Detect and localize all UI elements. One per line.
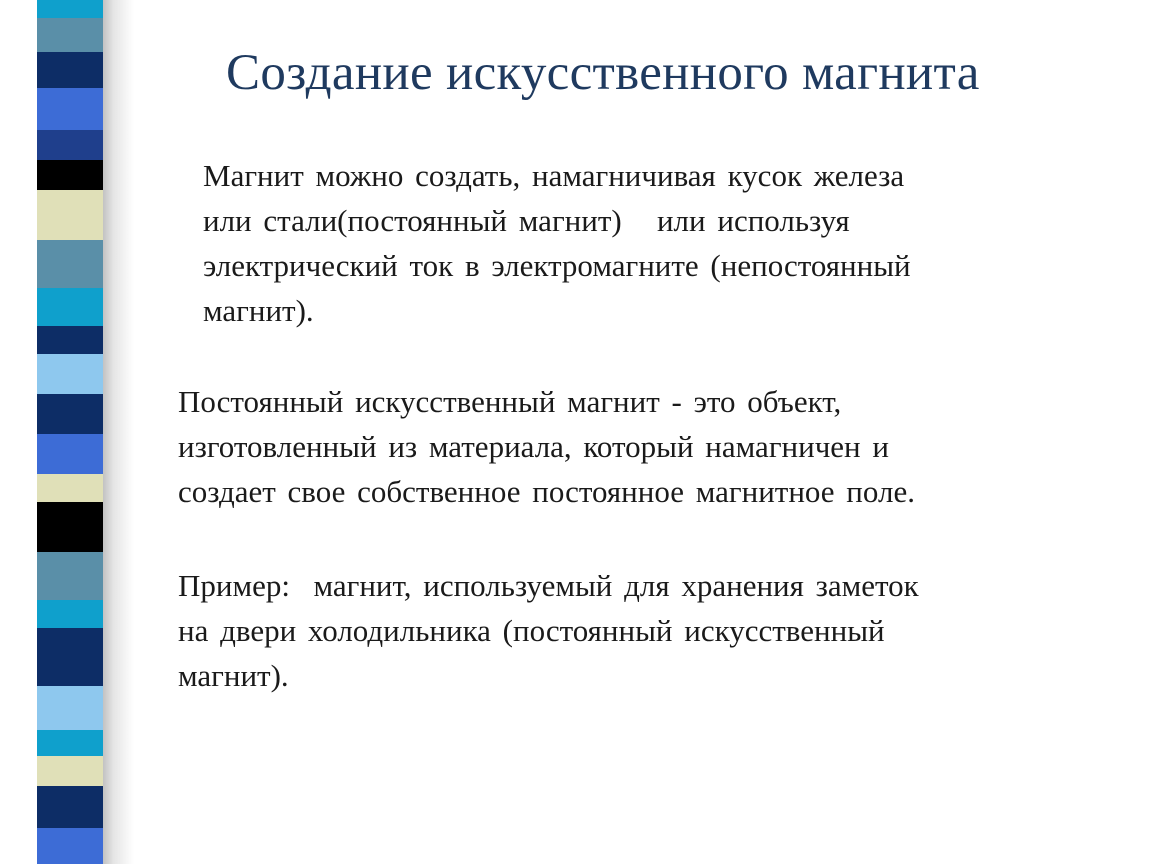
stripe <box>37 686 103 730</box>
stripe <box>37 288 103 326</box>
stripe <box>37 190 103 240</box>
text-line: электрический ток в электромагните (непостоянный <box>203 248 911 283</box>
text-line: или стали(постоянный магнит) или используя <box>203 203 850 238</box>
decorative-stripe-column <box>37 0 103 864</box>
text-line: создает свое собственное постоянное магнитное поле. <box>178 474 915 509</box>
stripe <box>37 130 103 160</box>
stripe <box>37 52 103 88</box>
stripe <box>37 474 103 502</box>
text-line: Постоянный искусственный магнит - это объект, <box>178 384 842 419</box>
text-line: магнит). <box>178 658 289 693</box>
paragraph-creation-methods <box>203 153 1083 333</box>
text-line: на двери холодильника (постоянный искусственный <box>178 613 885 648</box>
paragraph-example <box>178 563 1078 698</box>
stripe <box>37 502 103 552</box>
stripe <box>37 628 103 686</box>
stripe <box>37 600 103 628</box>
stripe <box>37 18 103 52</box>
text-line: Пример: магнит, используемый для хранения заметок <box>178 568 919 603</box>
stripe <box>37 240 103 288</box>
stripe <box>37 160 103 190</box>
text-line: изготовленный из материала, который намагничен и <box>178 429 889 464</box>
stripe <box>37 786 103 828</box>
text-line: магнит). <box>203 293 314 328</box>
stripe <box>37 828 103 864</box>
stripe <box>37 394 103 434</box>
text-line: Магнит можно создать, намагничивая кусок железа <box>203 158 905 193</box>
stripe <box>37 756 103 786</box>
stripe <box>37 0 103 18</box>
stripe <box>37 354 103 394</box>
paragraph-definition <box>178 379 1078 514</box>
stripe <box>37 730 103 756</box>
stripe <box>37 552 103 600</box>
stripe <box>37 434 103 474</box>
stripe <box>37 326 103 354</box>
slide-title: Создание искусственного магнита <box>226 45 980 101</box>
stripe-shadow <box>100 0 134 864</box>
stripe <box>37 88 103 130</box>
